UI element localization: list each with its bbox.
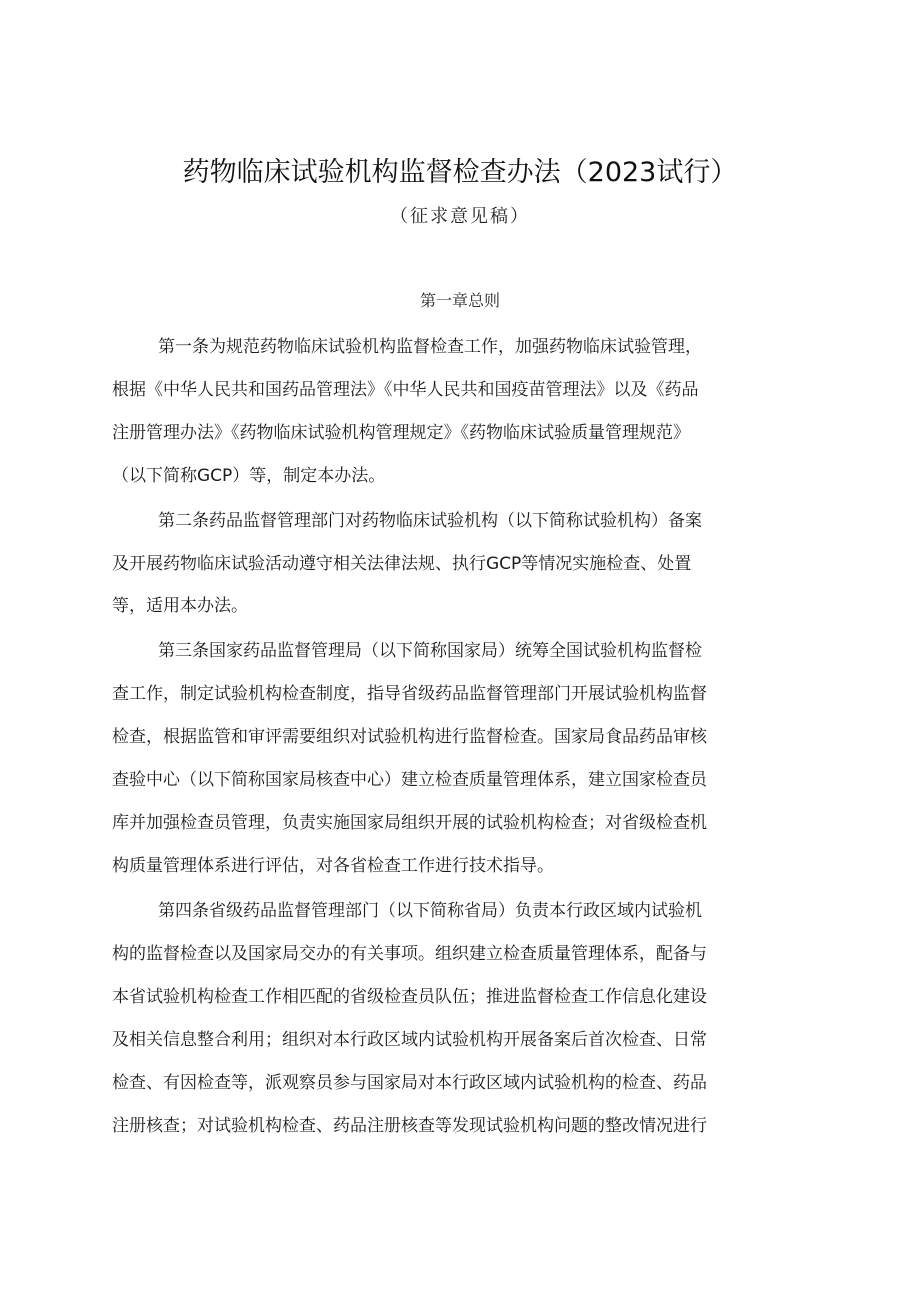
text-line: 本省试验机构检查工作相匹配的省级检查员队伍；推进监督检查工作信息化建设 [112,987,707,1007]
document-subtitle: （征求意见稿） [390,206,530,227]
text-line: 注册管理办法》《药物临床试验机构管理规定》《药物临床试验质量管理规范》 [112,423,690,443]
text-line: 第一条为规范药物临床试验机构监督检查工作，加强药物临床试验管理， [158,337,702,357]
text-line: 及相关信息整合利用；组织对本行政区域内试验机构开展备案后首次检查、日常 [112,1030,707,1050]
text-line: 第二条药品监督管理部门对药物临床试验机构（以下简称试验机构）备案 [158,511,702,531]
text-line: 第三条国家药品监督管理局（以下简称国家局）统筹全国试验机构监督检 [158,641,702,661]
text-line: 构质量管理体系进行评估，对各省检查工作进行技术指导。 [112,856,554,876]
chapter-heading: 第一章总则 [419,291,500,310]
document-title: 药物临床试验机构监督检查办法（2023试行） [182,157,738,188]
text-line: 检查，根据监管和审评需要组织对试验机构进行监督检查。国家局食品药品审核 [112,727,707,747]
text-line: 检查、有因检查等，派观察员参与国家局对本行政区域内试验机构的检查、药品 [112,1073,707,1093]
text-line: 及开展药物临床试验活动遵守相关法律法规、执行GCP等情况实施检查、处置 [112,554,692,574]
text-line: 第四条省级药品监督管理部门（以下简称省局）负责本行政区域内试验机 [158,901,702,921]
text-line: 注册核查；对试验机构检查、药品注册核查等发现试验机构问题的整改情况进行 [112,1116,707,1136]
text-line: 构的监督检查以及国家局交办的有关事项。组织建立检查质量管理体系，配备与 [112,944,707,964]
text-line: 查工作，制定试验机构检查制度，指导省级药品监督管理部门开展试验机构监督 [112,684,707,704]
text-line: （以下简称GCP）等，制定本办法。 [112,466,386,486]
text-line: 查验中心（以下简称国家局核查中心）建立检查质量管理体系，建立国家检查员 [112,770,707,790]
text-line: 等，适用本办法。 [112,596,248,616]
text-line: 根据《中华人民共和国药品管理法》《中华人民共和国疫苗管理法》以及《药品 [112,380,699,400]
text-line: 库并加强检查员管理，负责实施国家局组织开展的试验机构检查；对省级检查机 [112,813,707,833]
